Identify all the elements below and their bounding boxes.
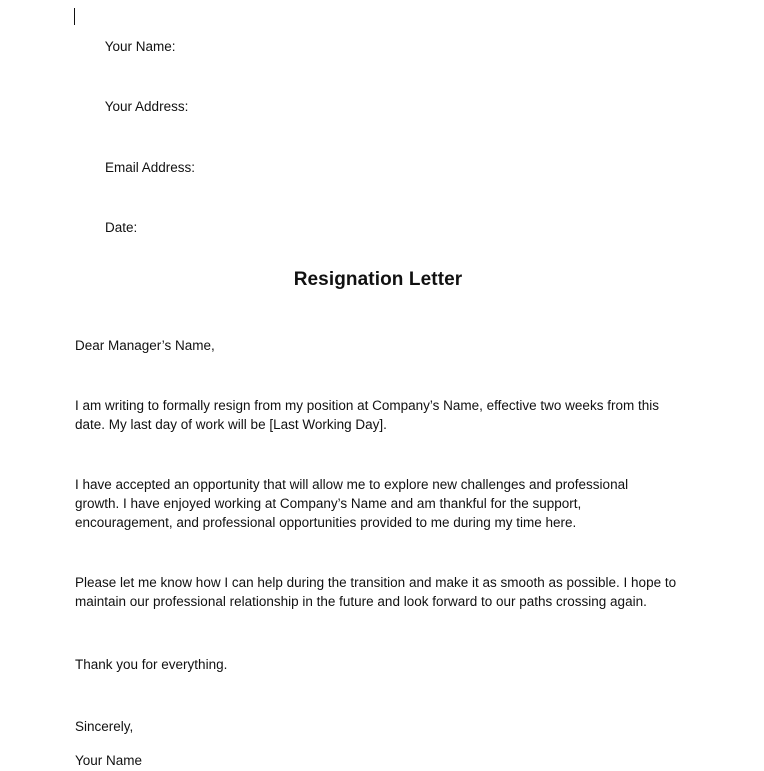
field-your-name[interactable] [75, 10, 681, 69]
field-email-address[interactable] [75, 146, 681, 191]
paragraph-1: I am writing to formally resign from my position at Company’s Name, effective two weeks from this date. My last day of work will be [Last Working Day]. [75, 398, 659, 432]
paragraph-4: Thank you for everything. [75, 656, 228, 672]
text-cursor [74, 8, 75, 25]
field-date-label: Date: [105, 220, 138, 236]
closing-line: Sincerely, [75, 719, 134, 735]
paragraph-2: I have accepted an opportunity that will allow me to explore new challenges and professional growth. I have enjoyed working at Company’s Name and am thankful for the support, encouragement, and professional opportunities provided to me during my time here. [75, 477, 629, 530]
field-date[interactable] [75, 206, 681, 251]
field-your-address[interactable] [75, 85, 681, 130]
field-your-address-label: Your Address: [104, 99, 189, 115]
document-title: Resignation Letter [293, 268, 463, 290]
salutation-line: Dear Manager’s Name, [75, 337, 215, 353]
field-your-name-label: Your Name: [104, 38, 176, 54]
letter-header-fields [75, 0, 681, 251]
paragraph-3: Please let me know how I can help during the transition and make it as smooth as possible. I hope to maintain our professional relationship in the future and look forward to our paths crossing again. [75, 575, 677, 609]
letter-body [75, 0, 681, 771]
field-email-address-label: Email Address: [105, 159, 196, 175]
signature-line: Your Name [75, 753, 143, 769]
